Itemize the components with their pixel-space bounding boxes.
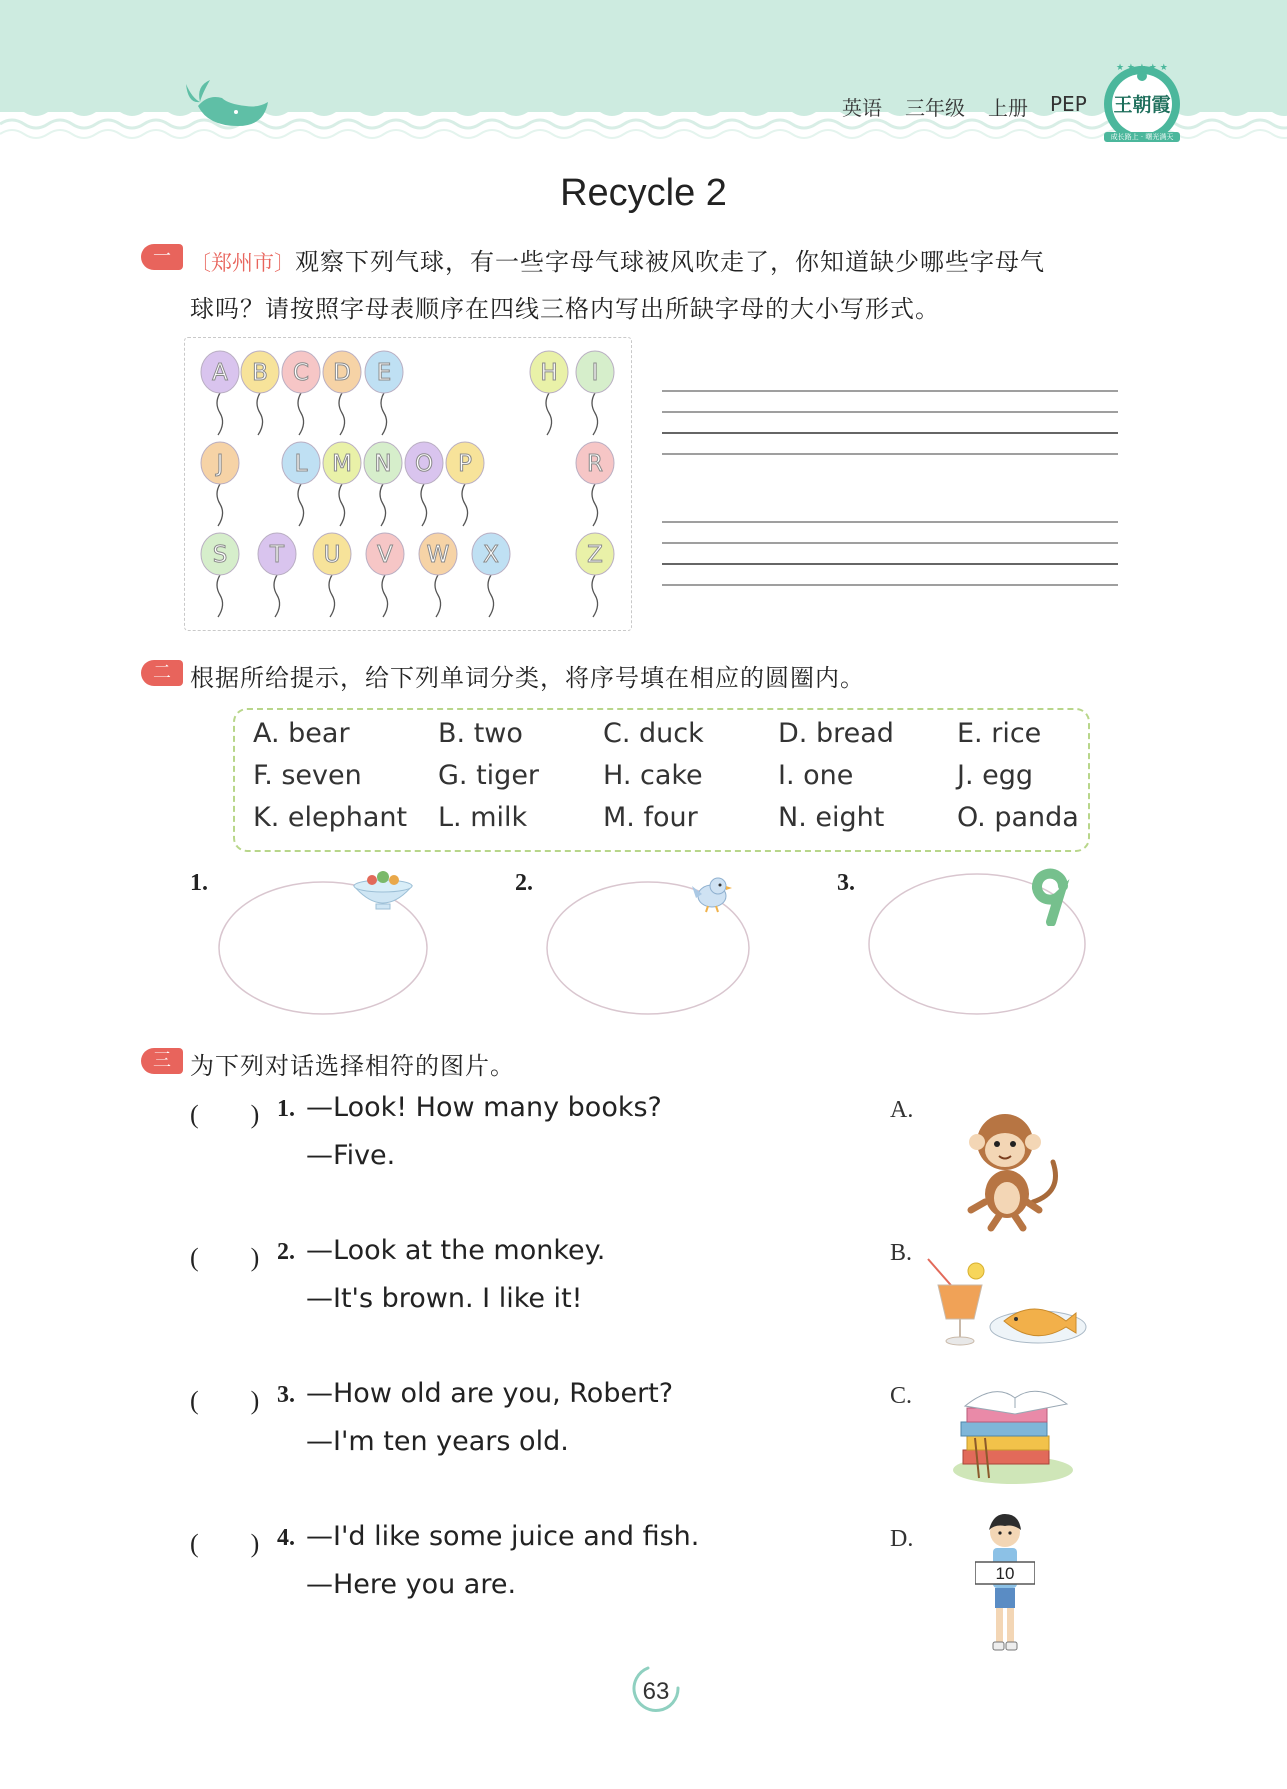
food-bowl-icon bbox=[350, 866, 416, 912]
dialogue-number-3: 3. bbox=[277, 1382, 295, 1408]
balloon-letter: H bbox=[540, 360, 558, 386]
balloon-Z bbox=[576, 533, 614, 617]
balloon-letter: C bbox=[292, 360, 310, 386]
balloon-letter: R bbox=[587, 451, 603, 477]
section1-line1: 观察下列气球，有一些字母气球被风吹走了，你知道缺少哪些字母气 bbox=[295, 248, 1045, 276]
dialogue-number-2: 2. bbox=[277, 1239, 295, 1265]
balloon-J bbox=[201, 442, 239, 526]
balloon-C bbox=[282, 351, 320, 435]
balloon-letter: E bbox=[376, 360, 392, 386]
balloon-N bbox=[364, 442, 402, 526]
whale-icon bbox=[176, 76, 272, 132]
grade-label: 三年级 bbox=[905, 96, 965, 120]
monkey-picture bbox=[955, 1102, 1065, 1232]
balloon-A bbox=[201, 351, 239, 435]
dialogue-3-line1: —How old are you, Robert? bbox=[306, 1378, 674, 1409]
balloon-L bbox=[282, 442, 320, 526]
word-item: O. panda bbox=[957, 802, 1079, 833]
brand-logo bbox=[1100, 62, 1184, 146]
answer-label-3: 3. bbox=[837, 870, 855, 896]
balloon-letter: X bbox=[483, 542, 499, 568]
books-picture bbox=[945, 1378, 1075, 1488]
volume-label: 上册 bbox=[988, 96, 1028, 120]
dialogue-number-1: 1. bbox=[277, 1096, 295, 1122]
dialogue-4-line1: —I'd like some juice and fish. bbox=[306, 1521, 700, 1552]
section1-line2: 球吗？请按照字母表顺序在四线三格内写出所缺字母的大小写形式。 bbox=[190, 295, 940, 323]
word-item: M. four bbox=[603, 802, 698, 833]
balloon-P bbox=[446, 442, 484, 526]
balloon-letter: L bbox=[294, 451, 308, 477]
bird-icon bbox=[688, 870, 736, 916]
word-item: H. cake bbox=[603, 760, 703, 791]
word-item: C. duck bbox=[603, 718, 704, 749]
section1-region: 〔郑州市〕 bbox=[190, 251, 295, 275]
section1-badge: 一 bbox=[141, 244, 183, 270]
word-item: L. milk bbox=[438, 802, 528, 833]
balloon-X bbox=[472, 533, 510, 617]
balloon-R bbox=[576, 442, 614, 526]
dialogue-2-line1: —Look at the monkey. bbox=[306, 1235, 606, 1266]
answer-blank-1[interactable]: ( ) bbox=[190, 1100, 260, 1129]
word-item: N. eight bbox=[778, 802, 885, 833]
word-item: F. seven bbox=[253, 760, 362, 791]
balloon-letter: Z bbox=[587, 542, 603, 568]
balloon-letter: M bbox=[332, 451, 352, 477]
answer-label-2: 2. bbox=[515, 870, 533, 896]
balloon-panel bbox=[184, 337, 632, 631]
word-item: B. two bbox=[438, 718, 523, 749]
brand-tagline: 成长路上 · 曙光满天 bbox=[1104, 132, 1180, 142]
dialogue-2-line2: —It's brown. I like it! bbox=[306, 1283, 583, 1314]
balloon-I bbox=[576, 351, 614, 435]
word-item: I. one bbox=[778, 760, 854, 791]
answer-label-1: 1. bbox=[190, 870, 208, 896]
balloon-E bbox=[365, 351, 403, 435]
option-letter-a: A. bbox=[890, 1097, 914, 1123]
balloon-letters-figure bbox=[185, 338, 631, 630]
balloon-letter: P bbox=[458, 451, 472, 477]
balloon-letter: J bbox=[216, 451, 224, 477]
balloon-letter: B bbox=[252, 360, 268, 386]
svg-text:★ ★ ★ ★ ★: ★ ★ ★ ★ ★ bbox=[1116, 63, 1168, 73]
word-item: A. bear bbox=[253, 718, 350, 749]
balloon-letter: N bbox=[374, 451, 392, 477]
option-letter-b: B. bbox=[890, 1240, 913, 1266]
edition-label: PEP bbox=[1050, 92, 1087, 116]
dialogue-1-line1: —Look! How many books? bbox=[306, 1092, 662, 1123]
word-item: K. elephant bbox=[253, 802, 408, 833]
option-letter-d: D. bbox=[890, 1526, 914, 1552]
balloon-letter: T bbox=[269, 542, 285, 568]
balloon-W bbox=[419, 533, 457, 617]
balloon-O bbox=[405, 442, 443, 526]
four-line-writing-grid[interactable] bbox=[660, 385, 1120, 595]
balloon-letter: S bbox=[212, 542, 228, 568]
section2-badge: 二 bbox=[141, 660, 183, 686]
sign-number: 10 bbox=[995, 1564, 1015, 1583]
balloon-H bbox=[530, 351, 568, 435]
answer-blank-2[interactable]: ( ) bbox=[190, 1243, 260, 1272]
section3-badge: 三 bbox=[141, 1048, 183, 1074]
balloon-letter: V bbox=[377, 542, 393, 568]
option-letter-c: C. bbox=[890, 1383, 913, 1409]
word-item: E. rice bbox=[957, 718, 1042, 749]
balloon-letter: I bbox=[591, 360, 599, 386]
balloon-D bbox=[323, 351, 361, 435]
section2-instruction: 根据所给提示，给下列单词分类，将序号填在相应的圆圈内。 bbox=[190, 664, 865, 692]
boy-figure bbox=[975, 1514, 1035, 1656]
dialogue-4-line2: —Here you are. bbox=[306, 1569, 517, 1600]
answer-blank-3[interactable]: ( ) bbox=[190, 1386, 260, 1415]
answer-blank-4[interactable]: ( ) bbox=[190, 1529, 260, 1558]
section3-instruction: 为下列对话选择相符的图片。 bbox=[190, 1052, 515, 1080]
section1-instruction bbox=[190, 242, 1045, 277]
balloon-V bbox=[366, 533, 404, 617]
subject-label: 英语 bbox=[842, 96, 882, 120]
boy-with-sign-picture bbox=[975, 1514, 1035, 1656]
balloon-letter: A bbox=[212, 360, 228, 386]
page-number: 63 bbox=[642, 1678, 670, 1705]
juice-and-fish-picture bbox=[920, 1255, 1090, 1355]
brand-name: 王朝霞 bbox=[1113, 94, 1171, 116]
balloon-letter: O bbox=[414, 451, 434, 477]
balloon-letter: U bbox=[323, 542, 341, 568]
word-item: G. tiger bbox=[438, 760, 540, 791]
balloon-letter: D bbox=[333, 360, 351, 386]
number-nine-icon bbox=[1025, 866, 1075, 926]
dialogue-3-line2: —I'm ten years old. bbox=[306, 1426, 569, 1457]
word-item: J. egg bbox=[957, 760, 1034, 791]
word-item: D. bread bbox=[778, 718, 894, 749]
dialogue-number-4: 4. bbox=[277, 1525, 295, 1551]
balloon-S bbox=[201, 533, 239, 617]
balloon-U bbox=[313, 533, 351, 617]
balloon-letter: W bbox=[426, 542, 450, 568]
balloon-M bbox=[323, 442, 361, 526]
balloon-B bbox=[241, 351, 279, 435]
page-title: Recycle 2 bbox=[560, 172, 727, 214]
dialogue-1-line2: —Five. bbox=[306, 1140, 396, 1171]
balloon-T bbox=[258, 533, 296, 617]
